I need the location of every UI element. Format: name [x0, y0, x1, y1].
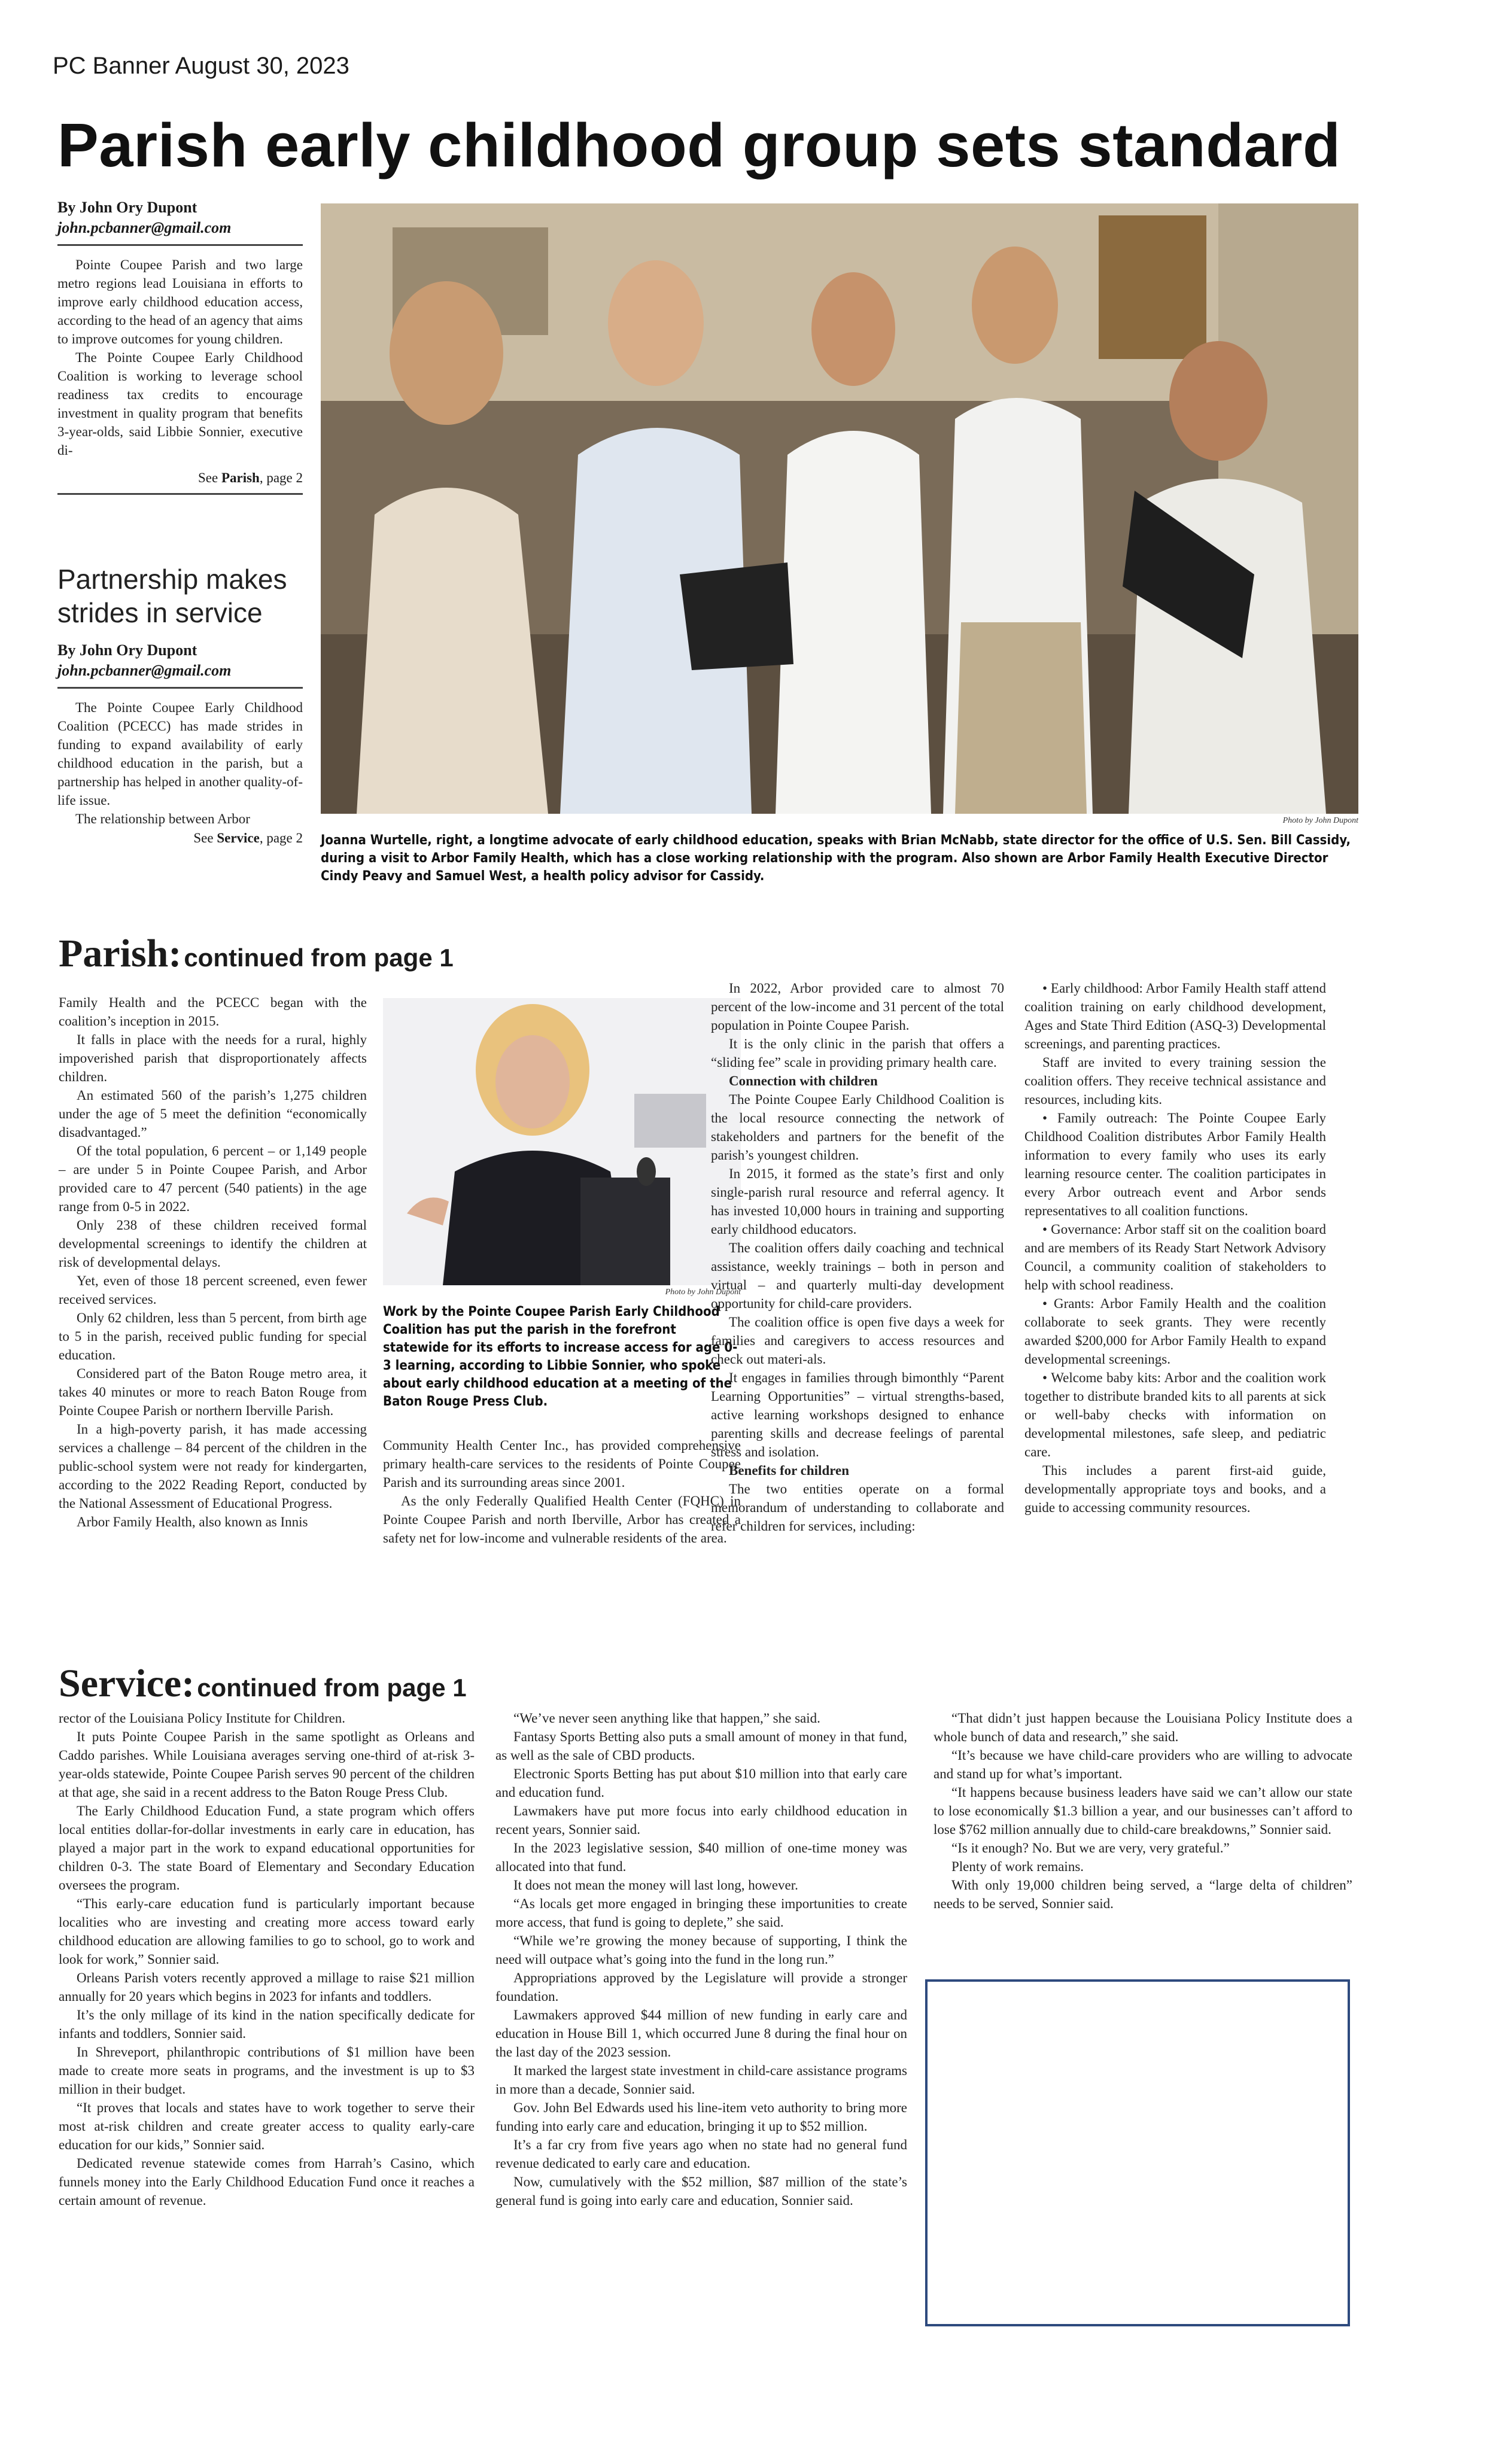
main-photo-caption: Joanna Wurtelle, right, a longtime advocate of early childhood education, speaks with Brian McNabb, state director for the office of U.S. Sen. Bill Cassidy, during a visit to Arbor Family Health, which has a close working relationship with the program. Also shown are Arbor Family Health Executive Director Cindy Peavy and Samuel West, a health policy advisor for Cassidy.: [321, 833, 1351, 884]
paragraph: The Pointe Coupee Early Childhood Coalition is the local resource connecting the network of stakeholders and partners for the benefit of the parish’s youngest children.: [711, 1092, 1004, 1163]
blank-ad-box: [925, 1979, 1350, 2326]
paragraph: Lawmakers have put more focus into early childhood education in recent years, Sonnier said.: [495, 1803, 907, 1837]
paragraph: “While we’re growing the money because of supporting, I think the need will outpace what’s going into the fund in the long run.”: [495, 1933, 907, 1967]
paragraph: • Welcome baby kits: Arbor and the coalition work together to distribute branded kits to all parents at sick or well-baby checks with information on developmental milestones, safe sleep, and pediatric care.: [1024, 1370, 1326, 1459]
second-byline: By John Ory Dupont: [57, 641, 197, 659]
paragraph: It’s a far cry from five years ago when no state had no general fund revenue dedicated to early care and education.: [495, 2137, 907, 2171]
paragraph: • Early childhood: Arbor Family Health staff attend coalition training on early childhood development, Ages and State Third Edition (ASQ-3) Developmental screenings, and parenting practices.: [1024, 981, 1326, 1051]
jump-keyword: Parish: [221, 470, 260, 485]
speaker-photo: [383, 998, 741, 1285]
paragraph: Of the total population, 6 percent – or 1,149 people – are under 5 in Pointe Coupee Parish, and Arbor provided care to 47 percent (540 patients) in the age range from 0-5 in 2022.: [59, 1143, 367, 1214]
paragraph: The Early Childhood Education Fund, a state program which offers local entities dollar-for-dollar investments in early care in education, has played a major part in the work to expand educational opportunities for children 0-3. The state Board of Elementary and Secondary Education oversees the program.: [59, 1803, 475, 1893]
jump-keyword: Service: [217, 831, 260, 845]
paragraph: It puts Pointe Coupee Parish in the same spotlight as Orleans and Caddo parishes. While Louisiana averages serving one-third of at-risk 3-year-olds statewide, Pointe Coupee Parish serves 90 percent of the children at that age, she said in a recent address to the Baton Rouge Press Club.: [59, 1729, 475, 1800]
paragraph: • Governance: Arbor staff sit on the coalition board and are members of its Ready Start Network Advisory Council, a community coalition of stakeholders to help with school readiness.: [1024, 1222, 1326, 1292]
paragraph: Fantasy Sports Betting also puts a small amount of money in that fund, as well as the sale of CBD products.: [495, 1729, 907, 1763]
parish-column-3: [711, 979, 1004, 1535]
paragraph: It engages in families through bimonthly “Parent Learning Opportunities” – virtual strengths-based, active learning workshops designed to enhance parenting skills and decrease feelings of parental stress and isolation.: [711, 1370, 1004, 1459]
paragraph: It does not mean the money will last long, however.: [513, 1878, 798, 1893]
paragraph: It falls in place with the needs for a rural, highly impoverished parish that disproportionately affects children.: [59, 1032, 367, 1084]
service-column-2: [495, 1709, 907, 2210]
paragraph: Considered part of the Baton Rouge metro area, it takes 40 minutes or more to reach Baton Rouge from Pointe Coupee Parish or northern Iberville Parish.: [59, 1366, 367, 1418]
second-story: [57, 562, 303, 846]
paragraph: In Shreveport, philanthropic contributions of $1 million have been made to create more seats in programs, and the investment is up to $3 million in their budget.: [59, 2045, 475, 2097]
paragraph: Orleans Parish voters recently approved a millage to raise $21 million annually for 20 years which begins in 2023 for infants and toddlers.: [59, 1970, 475, 2004]
service-heading-label: Service:: [59, 1662, 195, 1705]
divider: [57, 493, 303, 495]
parish-heading-label: Parish:: [59, 932, 182, 975]
paragraph: “That didn’t just happen because the Louisiana Policy Institute does a whole bunch of data and research,” she said.: [934, 1711, 1352, 1744]
main-photo-credit: Photo by John Dupont: [1282, 816, 1358, 825]
paragraph: Pointe Coupee Parish and two large metro regions lead Louisiana in efforts to improve early childhood education access, according to the head of an agency that aims to improve outcomes for young children.: [57, 257, 303, 346]
main-photo: [321, 203, 1358, 814]
parish-column-4: [1024, 979, 1326, 1517]
jump-suffix: , page 2: [259, 831, 303, 845]
paragraph: Family Health and the PCECC began with the coalition’s inception in 2015.: [59, 995, 367, 1029]
paragraph: Lawmakers approved $44 million of new funding in early care and education in House Bill 1, which occurred June 8 during the final hour on the last day of the 2023 session.: [495, 2007, 907, 2060]
paragraph: With only 19,000 children being served, a “large delta of children” needs to be served, Sonnier said.: [934, 1878, 1352, 1911]
paragraph: The Pointe Coupee Early Childhood Coalition is working to leverage school readiness tax credits to encourage investment in quality program that benefits 3-year-olds, said Libbie Sonnier, executive di-: [57, 350, 303, 458]
parish-section-heading: [59, 931, 454, 977]
paragraph: Only 62 children, less than 5 percent, from birth age to 5 in the parish, received public funding for special education.: [59, 1310, 367, 1362]
second-email: john.pcbanner@gmail.com: [57, 662, 232, 679]
lead-body: [57, 255, 303, 460]
jump-prefix: See: [193, 831, 217, 845]
paragraph: Electronic Sports Betting has put about $10 million into that early care and education fund.: [495, 1766, 907, 1800]
paragraph: “We’ve never seen anything like that happen,” she said.: [513, 1711, 820, 1726]
paragraph: Community Health Center Inc., has provided comprehensive primary health-care services to the residents of Pointe Coupee Parish and its surrounding areas since 2001.: [383, 1438, 741, 1490]
paragraph: In 2015, it formed as the state’s first and only single-parish rural resource and referral agency. It has invested 10,000 hours in training and supporting early childhood educators.: [711, 1166, 1004, 1237]
service-column-1: [59, 1709, 475, 2210]
parish-continued-label: continued from page 1: [184, 944, 454, 972]
speaker-photo-credit: Photo by John Dupont: [665, 1288, 741, 1297]
paragraph: The Pointe Coupee Early Childhood Coalition (PCECC) has made strides in funding to expand availability of early childhood education in the parish, but a partnership has helped in another quality-of-life issue.: [57, 700, 303, 808]
lead-jump-line: [57, 470, 303, 486]
paragraph: In the 2023 legislative session, $40 million of one-time money was allocated into that fund.: [495, 1841, 907, 1874]
paragraph: The coalition office is open five days a week for families and caregivers to access resources and check out materi-als.: [711, 1315, 1004, 1367]
second-headline: Partnership makes strides in service: [57, 564, 287, 628]
second-body: [57, 698, 303, 828]
paragraph: Arbor Family Health, also known as Innis: [77, 1514, 308, 1529]
paragraph: Dedicated revenue statewide comes from Harrah’s Casino, which funnels money into the Early Childhood Education Fund once it reaches a certain amount of revenue.: [59, 2156, 475, 2208]
divider: [57, 244, 303, 246]
subhead-connection: Connection with children: [729, 1073, 878, 1088]
paragraph: Only 238 of these children received formal developmental screenings to identify the children at risk of developmental delays.: [59, 1218, 367, 1270]
paragraph: Gov. John Bel Edwards used his line-item veto authority to bring more funding into early care and education, bringing it up to $52 million.: [495, 2100, 907, 2134]
paragraph: “It happens because business leaders have said we can’t allow our state to lose economically $1.3 billion a year, and our businesses can’t afford to lose $762 million annually due to child-care breakdowns,” Sonnier said.: [934, 1785, 1352, 1837]
parish-column-2: [383, 1436, 741, 1547]
parish-column-1: [59, 993, 367, 1531]
lead-story: [57, 197, 303, 495]
paragraph: In 2022, Arbor provided care to almost 70 percent of the low-income and 31 percent of the total population in Pointe Coupee Parish.: [711, 981, 1004, 1033]
service-continued-label: continued from page 1: [197, 1674, 467, 1702]
paragraph: The coalition offers daily coaching and technical assistance, weekly trainings – both in person and virtual – and quarterly multi-day development opportunity for child-care providers.: [711, 1240, 1004, 1311]
paragraph: In a high-poverty parish, it has made accessing services a challenge – 84 percent of the children in the public-school system were not ready for kindergarten, according to the 2022 Reading Report, conducted by the National Assessment of Educational Progress.: [59, 1422, 367, 1511]
paragraph: This includes a parent first-aid guide, developmentally appropriate toys and books, and a guide to accessing community resources.: [1024, 1463, 1326, 1515]
paragraph: Staff are invited to every training session the coalition offers. They receive technical assistance and resources, including kits.: [1024, 1055, 1326, 1107]
main-headline: Parish early childhood group sets standard: [57, 111, 1341, 180]
lead-byline: By John Ory Dupont: [57, 199, 197, 216]
subhead-benefits: Benefits for children: [729, 1463, 850, 1478]
paragraph: It marked the largest state investment in child-care assistance programs in more than a decade, Sonnier said.: [495, 2063, 907, 2097]
paragraph: • Family outreach: The Pointe Coupee Early Childhood Coalition distributes Arbor Family Health information to every family who uses its early learning resource center. The coalition participates in every Arbor outreach event and Arbor sends representatives to all coalition functions.: [1024, 1111, 1326, 1218]
speaker-photo-caption: Work by the Pointe Coupee Parish Early Childhood Coalition has put the parish in the forefront statewide for its efforts to increase access for age 0-3 learning, according to Libbie Sonnier, who spoke about early childhood education at a meeting of the Baton Rouge Press Club.: [383, 1304, 738, 1409]
paragraph: “Is it enough? No. But we are very, very grateful.”: [951, 1841, 1230, 1855]
paragraph: It is the only clinic in the parish that offers a “sliding fee” scale in providing primary health care.: [711, 1036, 1004, 1070]
paragraph: The relationship between Arbor: [75, 811, 250, 826]
jump-suffix: , page 2: [259, 470, 303, 485]
second-jump-line: [57, 831, 303, 846]
paragraph: Now, cumulatively with the $52 million, $87 million of the state’s general fund is going into early care and education, Sonnier said.: [495, 2174, 907, 2208]
paragraph: Appropriations approved by the Legislature will provide a stronger foundation.: [495, 1970, 907, 2004]
lead-email: john.pcbanner@gmail.com: [57, 219, 232, 236]
paragraph: “It proves that locals and states have to work together to serve their most at-risk children and create greater access to quality early-care education for our kids,” Sonnier said.: [59, 2100, 475, 2152]
paragraph: “This early-care education fund is particularly important because localities who are investing and creating more access toward early childhood education are allowing families to go to school, go to work and look for work,” Sonnier said.: [59, 1896, 475, 1967]
paragraph: The two entities operate on a formal memorandum of understanding to collaborate and refer children for services, including:: [711, 1482, 1004, 1534]
paragraph: An estimated 560 of the parish’s 1,275 children under the age of 5 meet the definition “economically disadvantaged.”: [59, 1088, 367, 1140]
paragraph: “It’s because we have child-care providers who are willing to advocate and stand up for what’s important.: [934, 1748, 1352, 1781]
service-column-3: [934, 1709, 1352, 1913]
paragraph: As the only Federally Qualified Health Center (FQHC) in Pointe Coupee Parish and north Iberville, Arbor has created a safety net for low-income and vulnerable residents of the area.: [383, 1493, 741, 1546]
paragraph: It’s the only millage of its kind in the nation specifically dedicate for infants and toddlers, Sonnier said.: [59, 2007, 475, 2041]
jump-prefix: See: [197, 470, 221, 485]
paragraph: rector of the Louisiana Policy Institute for Children.: [59, 1711, 346, 1726]
divider: [57, 687, 303, 689]
paragraph: “As locals get more engaged in bringing these importunities to create more access, that fund is going to deplete,” she said.: [495, 1896, 907, 1930]
paragraph: Plenty of work remains.: [951, 1859, 1084, 1874]
paragraph: • Grants: Arbor Family Health and the coalition collaborate to seek grants. They were recently awarded $200,000 for Arbor Family Health to expand developmental screenings.: [1024, 1296, 1326, 1367]
source-label: PC Banner August 30, 2023: [53, 53, 349, 79]
paragraph: Yet, even of those 18 percent screened, even fewer received services.: [59, 1273, 367, 1307]
service-section-heading: [59, 1661, 467, 1706]
